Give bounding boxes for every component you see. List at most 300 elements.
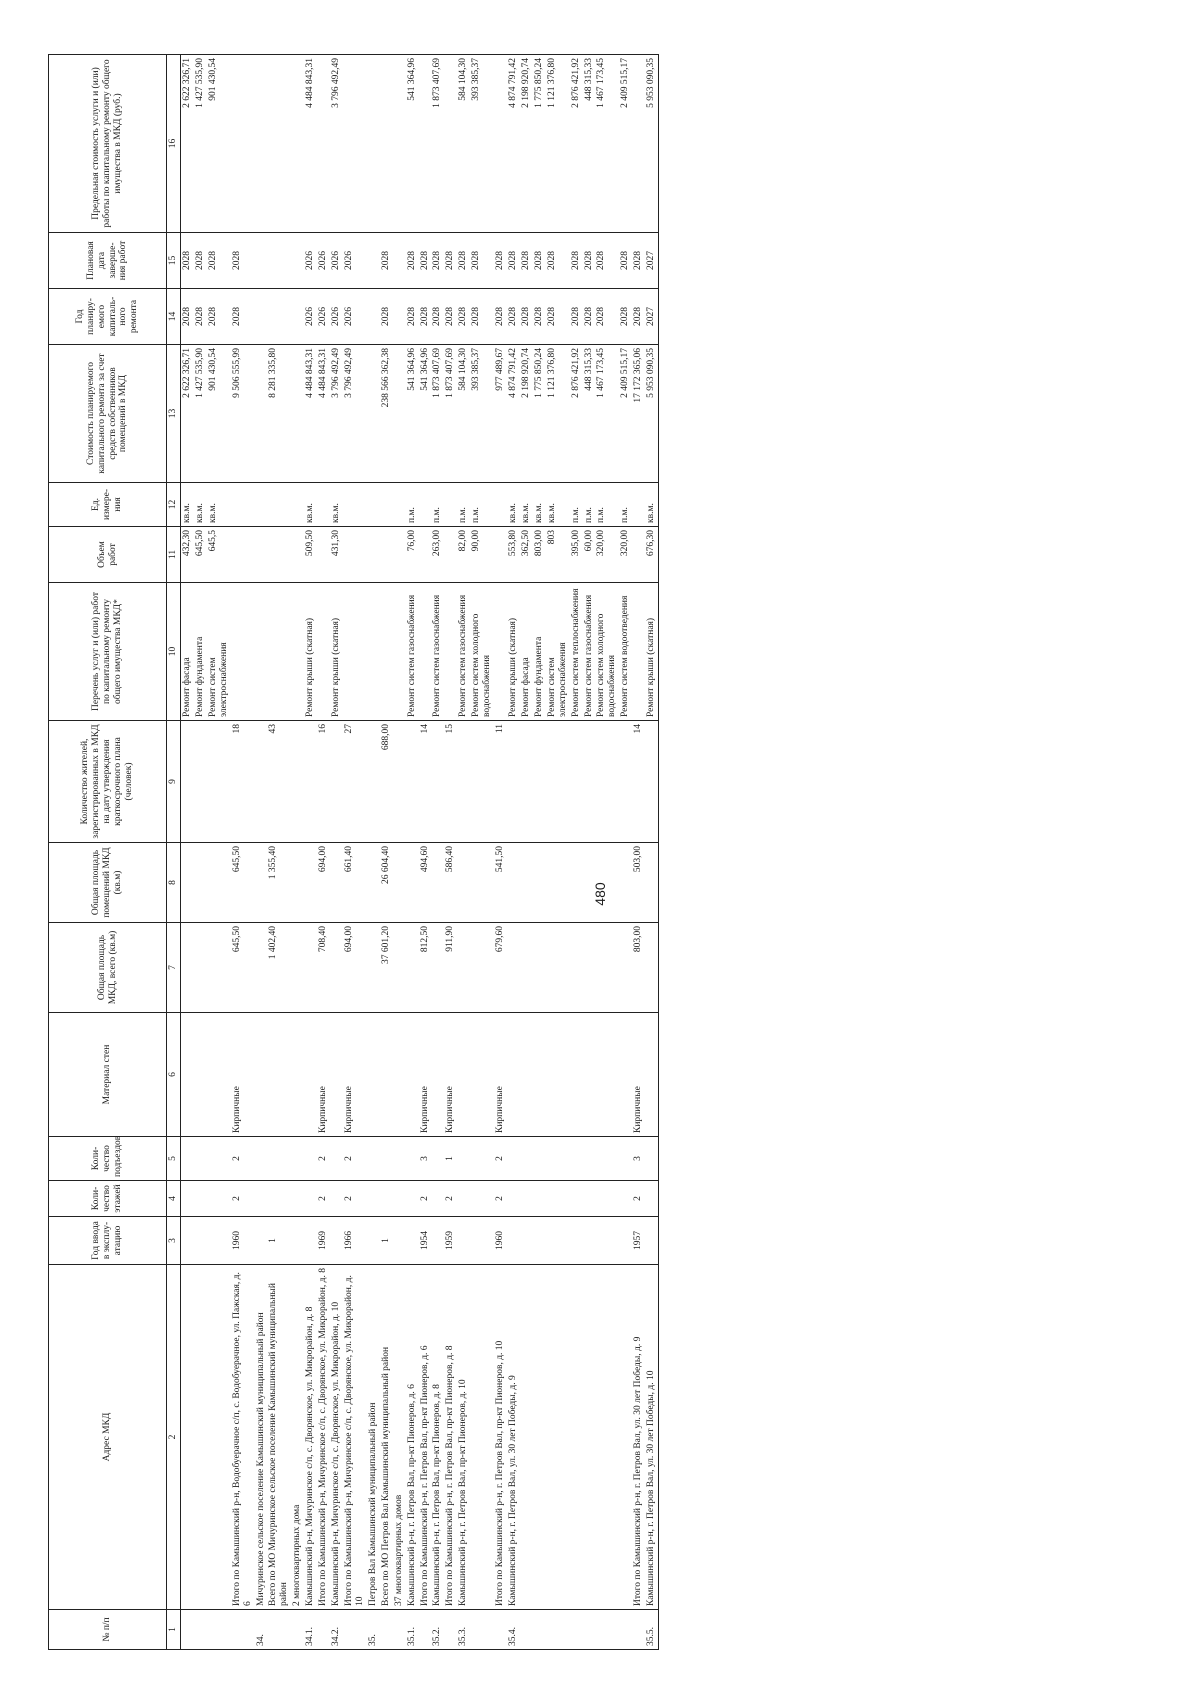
column-number-row [167,55,181,1650]
column-number-15: 15 [167,233,181,289]
table-cell-col-11 [255,527,268,583]
table-cell-col-13: 584 104,30 [457,345,470,483]
table-cell-col-13: 238 566 362,38 [380,345,393,483]
table-cell-col-3 [393,1217,406,1265]
table-cell-col-10 [494,583,507,721]
table-cell-col-12 [343,483,367,527]
table-cell-col-6 [304,1013,317,1137]
table-cell-col-6 [207,1013,231,1137]
table-cell-col-16: 901 430,54 [207,55,231,233]
table-cell-col-11 [419,527,432,583]
table-cell-col-5 [583,1137,596,1181]
table-cell-col-5 [507,1137,520,1181]
table-cell-col-7 [207,923,231,1013]
table-cell-col-16: 1 467 173,45 [595,55,619,233]
table-cell-col-7 [406,923,419,1013]
table-cell-col-11 [231,527,255,583]
table-cell-col-9: 14 [419,721,432,843]
table-cell-col-5 [406,1137,419,1181]
table-cell-col-10: Ремонт систем теплоснабжения [570,583,583,721]
table-cell-col-12: п.м. [431,483,444,527]
table-cell-col-8 [207,843,231,923]
table-cell-col-1 [570,1610,583,1650]
table-cell-col-14: 2028 [546,289,570,345]
table-cell-col-10 [444,583,457,721]
table-cell-col-4 [583,1181,596,1217]
table-cell-col-4 [367,1181,380,1217]
table-cell-col-15: 2028 [181,233,194,289]
table-cell-col-15: 2028 [520,233,533,289]
table-cell-col-8 [583,843,596,923]
table-cell-col-9 [470,721,494,843]
table-cell-col-11: 645,5 [207,527,231,583]
table-cell-col-2 [583,1265,596,1610]
table-row [431,55,444,1650]
table-cell-col-16: 1 121 376,80 [546,55,570,233]
table-cell-col-4: 2 [494,1181,507,1217]
column-header-11: Объем работ [49,527,167,583]
column-number-11: 11 [167,527,181,583]
table-row [507,55,520,1650]
table-cell-col-15 [367,233,380,289]
table-cell-col-2 [570,1265,583,1610]
table-cell-col-1 [380,1610,393,1650]
table-cell-col-15: 2028 [194,233,207,289]
table-cell-col-2: Итого по Камышинский р-н, г. Петров Вал, пр-кт Пионеров, д. 10 [494,1265,507,1610]
table-cell-col-12 [419,483,432,527]
table-cell-col-15: 2028 [570,233,583,289]
table-cell-col-9 [181,721,194,843]
table-cell-col-12: п.м. [457,483,470,527]
table-row [632,55,645,1650]
table-cell-col-3 [457,1217,470,1265]
table-cell-col-3 [291,1217,304,1265]
table-cell-col-1 [317,1610,330,1650]
table-cell-col-14: 2026 [304,289,317,345]
table-cell-col-11: 432,30 [181,527,194,583]
table-cell-col-9 [520,721,533,843]
table-cell-col-15: 2028 [632,233,645,289]
table-cell-col-16: 1 873 407,69 [431,55,444,233]
table-cell-col-4: 2 [419,1181,432,1217]
table-cell-col-8 [181,843,194,923]
table-cell-col-11: 803,00 [533,527,546,583]
table-cell-col-15: 2028 [431,233,444,289]
table-cell-col-8: 26 604,40 [380,843,393,923]
table-cell-col-14: 2028 [231,289,255,345]
table-cell-col-8 [291,843,304,923]
table-cell-col-10 [632,583,645,721]
table-cell-col-5 [380,1137,393,1181]
column-number-4: 4 [167,1181,181,1217]
table-cell-col-12 [380,483,393,527]
table-cell-col-6: Кирпичные [444,1013,457,1137]
table-cell-col-5 [470,1137,494,1181]
table-cell-col-13: 4 874 791,42 [507,345,520,483]
table-cell-col-8: 661,40 [343,843,367,923]
column-number-7: 7 [167,923,181,1013]
table-cell-col-11 [380,527,393,583]
table-cell-col-4: 2 [231,1181,255,1217]
table-cell-col-8 [194,843,207,923]
table-cell-col-2: Всего по МО Петров Вал Камышинский муниципальный район [380,1265,393,1610]
table-header [49,55,181,1650]
table-cell-col-15: 2028 [406,233,419,289]
table-cell-col-15: 2028 [494,233,507,289]
table-cell-col-4 [181,1181,194,1217]
table-cell-col-11: 509,50 [304,527,317,583]
table-body [181,55,659,1650]
column-header-9: Количество жителей, зарегистрированных в МКД на дату утверждения краткосрочного плана (человек) [49,721,167,843]
table-cell-col-15: 2026 [343,233,367,289]
table-cell-col-4 [570,1181,583,1217]
table-cell-col-8 [595,843,619,923]
table-cell-col-2 [546,1265,570,1610]
table-cell-col-14 [255,289,268,345]
table-cell-col-14: 2028 [380,289,393,345]
table-cell-col-6 [181,1013,194,1137]
table-cell-col-11: 803 [546,527,570,583]
table-cell-col-4 [546,1181,570,1217]
table-cell-col-11: 320,00 [619,527,632,583]
column-header-2: Адрес МКД [49,1265,167,1610]
table-cell-col-9: 27 [343,721,367,843]
table-cell-col-14 [267,289,291,345]
table-cell-col-7 [520,923,533,1013]
table-cell-col-16: 448 315,33 [583,55,596,233]
table-row [207,55,231,1650]
table-cell-col-13: 1 427 535,90 [194,345,207,483]
table-cell-col-10: Ремонт систем холодного водоснабжения [595,583,619,721]
table-cell-col-4 [533,1181,546,1217]
table-cell-col-11: 645,50 [194,527,207,583]
table-cell-col-7 [194,923,207,1013]
table-cell-col-15: 2028 [419,233,432,289]
table-cell-col-9: 15 [444,721,457,843]
table-cell-col-1: 34.2. [330,1610,343,1650]
table-cell-col-14: 2028 [470,289,494,345]
column-header-6: Материал стен [49,1013,167,1137]
column-number-6: 6 [167,1013,181,1137]
column-header-13: Стоимость планируемого капитального ремонта за счет средств собственников помещений в МКД [49,345,167,483]
table-cell-col-13: 5 953 090,35 [645,345,658,483]
table-cell-col-15: 2028 [583,233,596,289]
table-cell-col-13 [291,345,304,483]
column-header-14: Год планиру-емого капиталь-ного ремонта [49,289,167,345]
table-cell-col-15: 2028 [231,233,255,289]
table-cell-col-13: 541 364,96 [419,345,432,483]
table-cell-col-5 [619,1137,632,1181]
table-cell-col-2: Всего по МО Мичуринское сельское поселение Камышинский муниципальный район [267,1265,291,1610]
table-cell-col-2: 37 многоквартирных домов [393,1265,406,1610]
table-cell-col-7 [457,923,470,1013]
table-cell-col-10: Ремонт фундамента [533,583,546,721]
table-cell-col-13: 1 467 173,45 [595,345,619,483]
table-cell-col-6 [291,1013,304,1137]
table-cell-col-2: Итого по Камышинский р-н, г. Петров Вал, пр-кт Пионеров, д. 6 [419,1265,432,1610]
table-cell-col-13: 3 796 492,49 [343,345,367,483]
table-cell-col-12: кв.м. [645,483,658,527]
table-cell-col-10: Ремонт систем газоснабжения [457,583,470,721]
table-cell-col-7 [470,923,494,1013]
column-header-12: Ед. измере-ния [49,483,167,527]
table-cell-col-14: 2028 [419,289,432,345]
table-cell-col-9 [595,721,619,843]
table-cell-col-9 [406,721,419,843]
table-cell-col-4: 2 [317,1181,330,1217]
column-header-8: Общая площадь помещений МКД (кв.м) [49,843,167,923]
table-cell-col-11: 395,00 [570,527,583,583]
table-cell-col-10 [393,583,406,721]
table-cell-col-12: кв.м. [304,483,317,527]
table-cell-col-14 [367,289,380,345]
table-cell-col-3: 1966 [343,1217,367,1265]
table-cell-col-1 [533,1610,546,1650]
table-cell-col-6 [255,1013,268,1137]
table-cell-col-5 [520,1137,533,1181]
table-cell-col-14: 2028 [533,289,546,345]
column-header-15: Плановая дата заверше-ния работ [49,233,167,289]
table-cell-col-4 [520,1181,533,1217]
table-row [406,55,419,1650]
table-cell-col-3 [406,1217,419,1265]
table-cell-col-11 [632,527,645,583]
table-cell-col-2: Камышинский р-н, г. Петров Вал, пр-кт Пионеров, д. 10 [457,1265,470,1610]
table-cell-col-5 [533,1137,546,1181]
table-cell-col-13 [393,345,406,483]
table-cell-col-16: 2 198 920,74 [520,55,533,233]
table-cell-col-4 [207,1181,231,1217]
table-row [533,55,546,1650]
table-cell-col-1 [231,1610,255,1650]
table-cell-col-13: 2 876 421,92 [570,345,583,483]
table-cell-col-4 [507,1181,520,1217]
table-cell-col-3 [255,1217,268,1265]
table-cell-col-1 [194,1610,207,1650]
table-cell-col-16: 1 775 850,24 [533,55,546,233]
table-cell-col-11: 320,00 [595,527,619,583]
table-row [181,55,194,1650]
table-cell-col-9: 43 [267,721,291,843]
header-row [49,55,167,1650]
table-cell-col-12 [367,483,380,527]
table-row [317,55,330,1650]
table-cell-col-9 [546,721,570,843]
table-cell-col-9 [207,721,231,843]
table-cell-col-9 [304,721,317,843]
table-cell-col-4 [470,1181,494,1217]
table-cell-col-3: 1 [267,1217,291,1265]
table-cell-col-8 [619,843,632,923]
table-cell-col-3: 1957 [632,1217,645,1265]
table-cell-col-16 [419,55,432,233]
table-cell-col-11: 60,00 [583,527,596,583]
table-cell-col-8 [330,843,343,923]
table-row [267,55,291,1650]
table-cell-col-13: 9 506 555,99 [231,345,255,483]
table-cell-col-14: 2028 [406,289,419,345]
table-cell-col-11: 76,00 [406,527,419,583]
table-cell-col-4 [457,1181,470,1217]
table-cell-col-1 [291,1610,304,1650]
table-cell-col-4 [291,1181,304,1217]
table-cell-col-1 [393,1610,406,1650]
table-cell-col-5: 2 [231,1137,255,1181]
table-cell-col-3 [595,1217,619,1265]
table-cell-col-6 [457,1013,470,1137]
table-cell-col-16: 393 385,37 [470,55,494,233]
table-cell-col-15: 2026 [304,233,317,289]
table-row [255,55,268,1650]
table-cell-col-16: 2 876 421,92 [570,55,583,233]
table-cell-col-13: 393 385,37 [470,345,494,483]
table-cell-col-11: 553,80 [507,527,520,583]
table-cell-col-7 [431,923,444,1013]
table-cell-col-12: кв.м. [207,483,231,527]
table-cell-col-13: 977 489,67 [494,345,507,483]
table-cell-col-5: 2 [343,1137,367,1181]
column-header-7: Общая площадь МКД, всего (кв.м) [49,923,167,1013]
table-cell-col-7: 37 601,20 [380,923,393,1013]
table-cell-col-3: 1960 [494,1217,507,1265]
table-cell-col-15 [267,233,291,289]
table-cell-col-12: кв.м. [330,483,343,527]
table-cell-col-14: 2028 [619,289,632,345]
table-cell-col-6: Кирпичные [317,1013,330,1137]
table-cell-col-4 [330,1181,343,1217]
table-row [583,55,596,1650]
table-cell-col-13: 2 622 326,71 [181,345,194,483]
table-cell-col-4 [194,1181,207,1217]
table-cell-col-6 [367,1013,380,1137]
table-cell-col-8 [367,843,380,923]
table-cell-col-15: 2027 [645,233,658,289]
table-cell-col-7 [595,923,619,1013]
table-cell-col-6 [570,1013,583,1137]
table-cell-col-7 [583,923,596,1013]
table-cell-col-4 [267,1181,291,1217]
table-cell-col-12 [267,483,291,527]
table-cell-col-8 [546,843,570,923]
table-cell-col-9 [330,721,343,843]
table-cell-col-2: Камышинский р-н, г. Петров Вал, ул. 30 лет Победы, д. 10 [645,1265,658,1610]
table-cell-col-11: 362,50 [520,527,533,583]
table-cell-col-14: 2028 [570,289,583,345]
table-cell-col-7: 645,50 [231,923,255,1013]
table-cell-col-3 [533,1217,546,1265]
table-cell-col-4 [406,1181,419,1217]
table-cell-col-12: п.м. [470,483,494,527]
table-cell-col-10: Ремонт систем электроснабжения [546,583,570,721]
table-cell-col-13: 448 315,33 [583,345,596,483]
table-cell-col-5 [431,1137,444,1181]
table-cell-col-7 [255,923,268,1013]
table-cell-col-12 [231,483,255,527]
table-cell-col-8: 494,60 [419,843,432,923]
table-cell-col-3 [207,1217,231,1265]
table-cell-col-8 [431,843,444,923]
table-cell-col-4 [393,1181,406,1217]
column-number-12: 12 [167,483,181,527]
table-cell-col-5 [207,1137,231,1181]
table-cell-col-2: Петров Вал Камышинский муниципальный район [367,1265,380,1610]
table-cell-col-14: 2028 [444,289,457,345]
table-cell-col-12: кв.м. [520,483,533,527]
table-cell-col-1 [470,1610,494,1650]
table-cell-col-1 [419,1610,432,1650]
table-cell-col-10: Ремонт крыши (скатная) [645,583,658,721]
table-row [304,55,317,1650]
table-cell-col-6 [619,1013,632,1137]
table-cell-col-13: 1 121 376,80 [546,345,570,483]
table-cell-col-7: 679,60 [494,923,507,1013]
table-cell-col-7 [507,923,520,1013]
table-cell-col-1 [181,1610,194,1650]
table-cell-col-12: кв.м. [181,483,194,527]
table-cell-col-4: 2 [444,1181,457,1217]
table-cell-col-7 [546,923,570,1013]
table-cell-col-12: п.м. [583,483,596,527]
table-row [393,55,406,1650]
table-cell-col-5 [267,1137,291,1181]
table-cell-col-1 [343,1610,367,1650]
table-cell-col-15: 2028 [507,233,520,289]
table-row [291,55,304,1650]
table-cell-col-6 [406,1013,419,1137]
table-cell-col-15 [393,233,406,289]
table-cell-col-8 [406,843,419,923]
table-cell-col-10 [291,583,304,721]
table-row [231,55,255,1650]
table-cell-col-10: Ремонт систем электроснабжения [207,583,231,721]
table-cell-col-13: 3 796 492,49 [330,345,343,483]
table-cell-col-11: 676,30 [645,527,658,583]
table-cell-col-16: 2 622 326,71 [181,55,194,233]
table-cell-col-9: 11 [494,721,507,843]
column-header-1: № п/п [49,1610,167,1650]
table-cell-col-16 [444,55,457,233]
table-cell-col-11 [317,527,330,583]
table-cell-col-14: 2026 [317,289,330,345]
table-row [380,55,393,1650]
table-cell-col-10: Ремонт систем водоотведения [619,583,632,721]
table-cell-col-7: 911,90 [444,923,457,1013]
table-cell-col-11 [267,527,291,583]
table-cell-col-1: 35.1. [406,1610,419,1650]
table-cell-col-10: Ремонт систем холодного водоснабжения [470,583,494,721]
table-cell-col-4: 2 [343,1181,367,1217]
table-cell-col-1 [520,1610,533,1650]
table-cell-col-6 [583,1013,596,1137]
table-cell-col-9 [367,721,380,843]
table-cell-col-16: 4 484 843,31 [304,55,317,233]
table-cell-col-4 [595,1181,619,1217]
table-cell-col-14: 2026 [343,289,367,345]
table-cell-col-3 [470,1217,494,1265]
table-cell-col-6 [507,1013,520,1137]
table-cell-col-5 [393,1137,406,1181]
table-cell-col-14: 2028 [507,289,520,345]
table-row [520,55,533,1650]
table-cell-col-9 [194,721,207,843]
table-row [457,55,470,1650]
table-row [619,55,632,1650]
table-cell-col-16 [393,55,406,233]
table-cell-col-3 [181,1217,194,1265]
table-cell-col-8 [304,843,317,923]
table-cell-col-6: Кирпичные [632,1013,645,1137]
table-cell-col-1 [595,1610,619,1650]
